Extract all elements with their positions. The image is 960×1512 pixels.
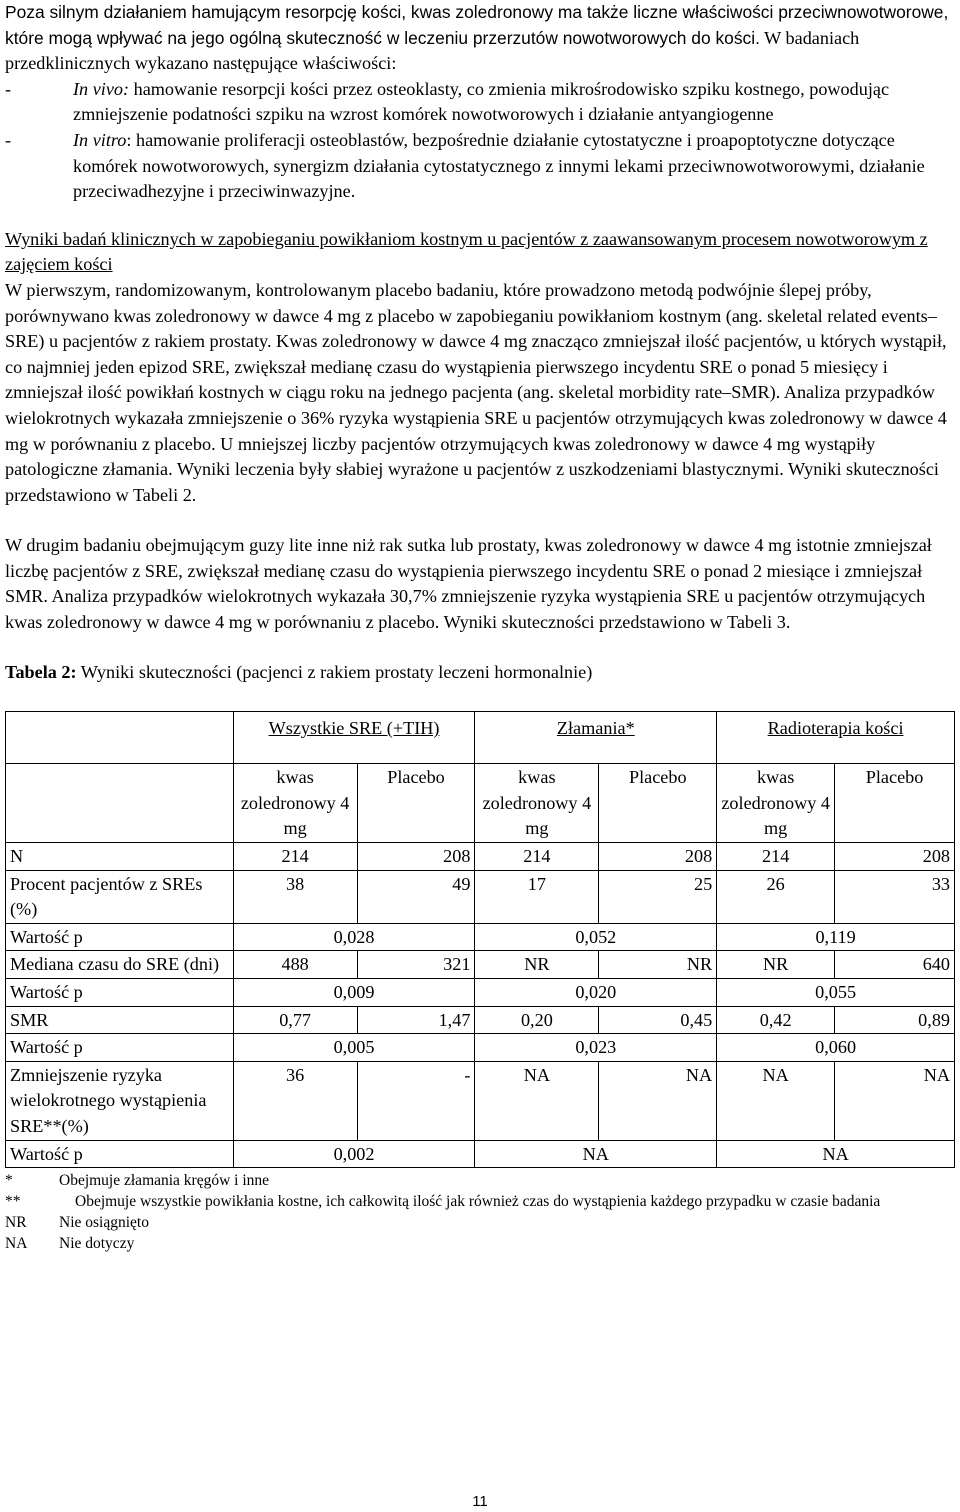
p-value-cell: NA xyxy=(475,1140,717,1168)
table-group-header-row xyxy=(6,712,955,764)
group-header xyxy=(233,712,475,764)
row-label: Procent pacjentów z SREs (%) xyxy=(6,870,234,923)
intro-paragraph xyxy=(5,0,955,77)
row-label: SMR xyxy=(6,1006,234,1034)
table-row xyxy=(6,951,955,979)
table-corner-cell xyxy=(6,712,234,764)
value-cell: 25 xyxy=(599,870,717,923)
section2-body: W drugim badaniu obejmującym guzy lite inne niż rak sutka lub prostaty, kwas zoledronowy w dawce 4 mg istotnie zmniejszał liczbę pacjentów z SRE, zwiększał medianę czasu do wystąpienia pierwszego incydentu SRE o ponad 2 miesiące i zmniejszał SMR. Analiza przypadków wielokrotnych wykazała 30,7% zmniejszenie ryzyka wystąpienia SRE u pacjentów otrzymujących kwas zoledronowy w dawce 4 mg w porównaniu z placebo. Wyniki skuteczności przedstawiono w Tabeli 3. xyxy=(5,535,932,633)
bullet-text xyxy=(73,128,955,205)
value-cell: 38 xyxy=(233,870,357,923)
value-cell: 33 xyxy=(835,870,955,923)
value-cell: NR xyxy=(717,951,835,979)
table-row xyxy=(6,1140,955,1168)
table2-title xyxy=(5,660,955,686)
p-value-cell: 0,028 xyxy=(233,923,475,951)
row-label: N xyxy=(6,843,234,871)
footnotes xyxy=(5,1170,955,1254)
value-cell: 208 xyxy=(599,843,717,871)
intro-text-a: Poza silnym działaniem hamującym resorpcję kości, kwas zoledronowy ma także liczne właściwości przeciwnowotworowe, które mogą wpływać na jego ogólną skuteczność w leczeniu przerzutów nowotworowych do kości. xyxy=(5,2,949,48)
table-row xyxy=(6,979,955,1007)
section1-heading xyxy=(5,227,955,278)
group-header xyxy=(717,712,955,764)
group-header-text: Złamania* xyxy=(556,718,635,739)
value-cell: NA xyxy=(717,1061,835,1140)
value-cell: 488 xyxy=(233,951,357,979)
value-cell: NA xyxy=(835,1061,955,1140)
table2-title-rest: Wyniki skuteczności (pacjenci z rakiem prostaty leczeni hormonalnie) xyxy=(76,661,593,682)
section1-body: W pierwszym, randomizowanym, kontrolowanym placebo badaniu, które prowadzono metodą podwójnie ślepej próby, porównywano kwas zoledronowy w dawce 4 mg z placebo w zapobieganiu powikłaniom kostnym (ang. skeletal related events–SRE) u pacjentów z rakiem prostaty. Kwas zoledronowy w dawce 4 mg znacząco zmniejszał ilość pacjentów, u których wystąpił, co najmniej jeden epizod SRE, zwiększał medianę czasu do wystąpienia pierwszego incydentu SRE o ponad 5 miesięcy i zmniejszał ilość powikłań kostnych w ciągu roku na jednego pacjenta (ang. skeletal morbidity rate–SMR). Analiza przypadków wielokrotnych wykazała zmniejszenie o 36% ryzyka wystąpienia SRE u pacjentów otrzymujących kwas zoledronowy w dawce 4 mg w porównaniu z placebo. U mniejszej liczby pacjentów otrzymujących kwas zoledronowy w dawce 4 mg wystąpiły patologiczne złamania. Wyniki leczenia były słabiej wyrażone u pacjentów z uszkodzeniami blastycznymi. Wyniki skuteczności przedstawiono w Tabeli 2. xyxy=(5,279,947,505)
p-value-cell: NA xyxy=(717,1140,955,1168)
table2-title-bold: Tabela 2: xyxy=(5,661,77,682)
footnote xyxy=(5,1212,955,1233)
table-subheader-empty xyxy=(6,764,234,843)
footnote xyxy=(5,1191,955,1212)
bullet-label: In vivo: xyxy=(73,78,130,99)
value-cell: NA xyxy=(599,1061,717,1140)
footnote-key: * xyxy=(5,1172,13,1190)
page-number: 11 xyxy=(472,1493,488,1510)
row-label: Zmniejszenie ryzyka wielokrotnego wystąpienia SRE**(%) xyxy=(6,1061,234,1140)
table-row xyxy=(6,1061,955,1140)
row-label: Wartość p xyxy=(6,1034,234,1062)
footnote-text: Nie dotyczy xyxy=(59,1235,135,1253)
bullet-in-vivo xyxy=(5,77,955,128)
footnote-key: ** xyxy=(5,1193,21,1211)
value-cell: 17 xyxy=(475,870,599,923)
value-cell: 208 xyxy=(835,843,955,871)
bullet-in-vitro xyxy=(5,128,955,205)
value-cell: 1,47 xyxy=(357,1006,475,1034)
subheader-cell: kwas zoledronowy 4 mg xyxy=(717,764,835,843)
value-cell: 0,77 xyxy=(233,1006,357,1034)
footnote-text: Obejmuje złamania kręgów i inne xyxy=(59,1172,270,1190)
value-cell: 214 xyxy=(475,843,599,871)
table-row xyxy=(6,870,955,923)
subheader-cell: Placebo xyxy=(835,764,955,843)
footnote xyxy=(5,1233,955,1254)
footnote-key: NR xyxy=(5,1214,27,1232)
value-cell: 0,42 xyxy=(717,1006,835,1034)
value-cell: NA xyxy=(475,1061,599,1140)
p-value-cell: 0,005 xyxy=(233,1034,475,1062)
bullet-body: hamowanie resorpcji kości przez osteoklasty, co zmienia mikrośrodowisko szpiku kostnego, powodując zmniejszenie podatności szpiku na wzrost komórek nowotworowych i działanie antyangiogenne xyxy=(73,78,890,125)
p-value-cell: 0,119 xyxy=(717,923,955,951)
subheader-cell: kwas zoledronowy 4 mg xyxy=(233,764,357,843)
value-cell: 0,20 xyxy=(475,1006,599,1034)
row-label: Wartość p xyxy=(6,923,234,951)
row-label: Wartość p xyxy=(6,1140,234,1168)
table-row xyxy=(6,1006,955,1034)
p-value-cell: 0,055 xyxy=(717,979,955,1007)
subheader-cell: Placebo xyxy=(599,764,717,843)
group-header-text: Radioterapia kości xyxy=(767,718,904,739)
value-cell: 214 xyxy=(717,843,835,871)
footnote xyxy=(5,1170,955,1191)
footnote-key: NA xyxy=(5,1235,28,1253)
bullet-dash: - xyxy=(5,129,12,150)
value-cell: 0,89 xyxy=(835,1006,955,1034)
value-cell: 321 xyxy=(357,951,475,979)
table-row xyxy=(6,843,955,871)
intro-text-b: W badaniach przedklinicznych wykazano następujące właściwości: xyxy=(5,27,860,74)
table-subheader-row xyxy=(6,764,955,843)
group-header-text: Wszystkie SRE (+TIH) xyxy=(268,718,440,739)
group-header xyxy=(475,712,717,764)
results-table xyxy=(5,711,955,1168)
value-cell: 36 xyxy=(233,1061,357,1140)
subheader-cell: kwas zoledronowy 4 mg xyxy=(475,764,599,843)
section1-heading-text: Wyniki badań klinicznych w zapobieganiu powikłaniom kostnym u pacjentów z zaawansowanym procesem nowotworowym z zajęciem kości xyxy=(5,228,928,275)
subheader-cell: Placebo xyxy=(357,764,475,843)
value-cell: - xyxy=(357,1061,475,1140)
p-value-cell: 0,002 xyxy=(233,1140,475,1168)
footnote-text: Nie osiągnięto xyxy=(59,1214,149,1232)
p-value-cell: 0,020 xyxy=(475,979,717,1007)
bullet-dash: - xyxy=(5,78,12,99)
p-value-cell: 0,009 xyxy=(233,979,475,1007)
bullet-label: In vitro xyxy=(73,129,127,150)
table-row xyxy=(6,1034,955,1062)
p-value-cell: 0,052 xyxy=(475,923,717,951)
value-cell: 49 xyxy=(357,870,475,923)
row-label: Mediana czasu do SRE (dni) xyxy=(6,951,234,979)
value-cell: 208 xyxy=(357,843,475,871)
table-row xyxy=(6,923,955,951)
footnote-text: Obejmuje wszystkie powikłania kostne, ich całkowitą ilość jak również czas do wystąpienia każdego przypadku w czasie badania xyxy=(75,1193,881,1211)
value-cell: 214 xyxy=(233,843,357,871)
value-cell: 26 xyxy=(717,870,835,923)
value-cell: NR xyxy=(475,951,599,979)
value-cell: NR xyxy=(599,951,717,979)
bullet-text xyxy=(73,77,955,128)
value-cell: 0,45 xyxy=(599,1006,717,1034)
p-value-cell: 0,060 xyxy=(717,1034,955,1062)
row-label: Wartość p xyxy=(6,979,234,1007)
p-value-cell: 0,023 xyxy=(475,1034,717,1062)
value-cell: 640 xyxy=(835,951,955,979)
document-page xyxy=(5,0,955,1254)
bullet-body: : hamowanie proliferacji osteoblastów, bezpośrednie działanie cytostatyczne i proapoptotyczne dotyczące komórek nowotworowych, synergizm działania cytostatycznego z innymi lekami przeciwnowotworowymi, działanie przeciwadhezyjne i przeciwinwazyjne. xyxy=(73,129,925,202)
table-body xyxy=(6,843,955,1168)
